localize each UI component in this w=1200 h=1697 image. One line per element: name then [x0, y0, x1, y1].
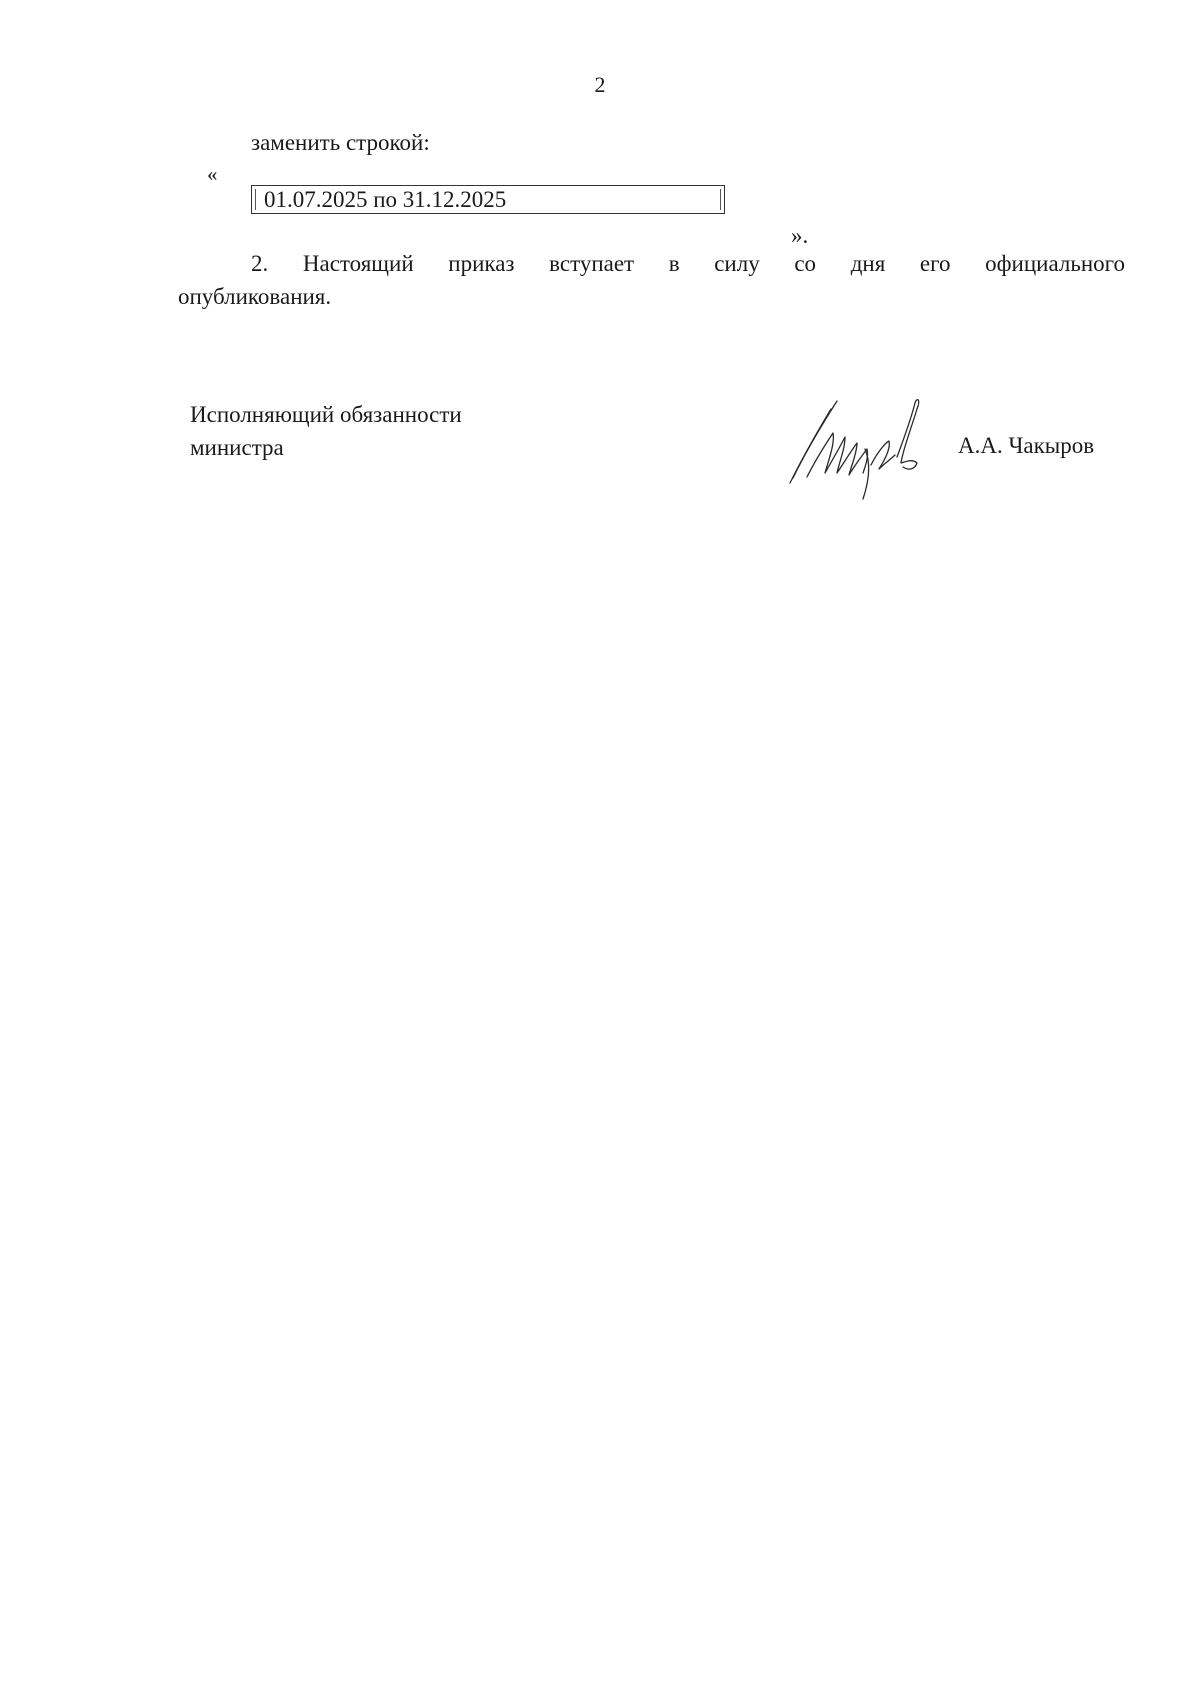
- replacement-table-cell: [251, 185, 725, 214]
- open-quote-mark: «: [207, 162, 218, 186]
- date-range-value: 01.07.2025 по 31.12.2025: [264, 187, 507, 212]
- replace-intro-text: заменить строкой:: [251, 130, 430, 155]
- page-number: 2: [594, 72, 606, 97]
- close-quote-mark: ».: [791, 223, 809, 248]
- signer-role-line-2: министра: [190, 435, 284, 460]
- paragraph-2-line-2: опубликования.: [178, 284, 332, 309]
- signer-role-line-1: Исполняющий обязанности: [190, 402, 462, 427]
- signer-name: А.А. Чакыров: [958, 433, 1095, 458]
- paragraph-2-line-1: 2. Настоящий приказ вступает в силу со дня его официального: [251, 251, 1125, 276]
- handwritten-signature: [785, 393, 935, 503]
